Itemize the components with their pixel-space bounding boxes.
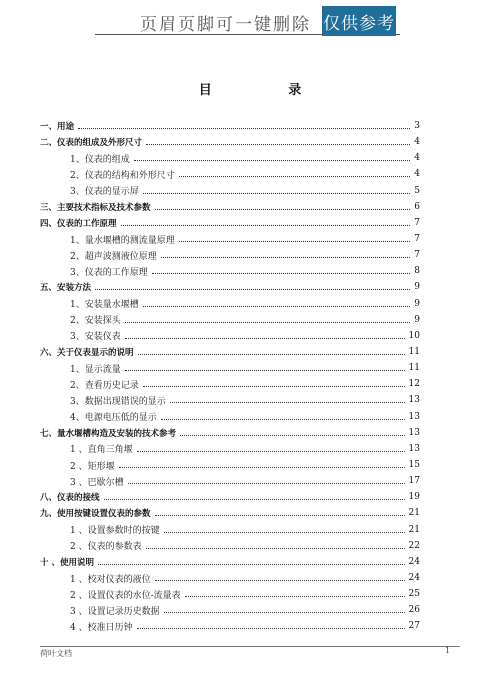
toc-entry-label: 2 、设置仪表的水位-流量表 — [70, 590, 181, 601]
toc-subsection-entry[interactable] — [40, 328, 420, 344]
toc-subsection-entry[interactable] — [40, 296, 420, 312]
toc-leader-dots — [146, 547, 405, 549]
toc-entry-page: 7 — [414, 234, 420, 245]
toc-entry-page: 13 — [408, 427, 420, 438]
toc-leader-dots — [137, 450, 405, 452]
toc-section-entry[interactable] — [40, 489, 420, 505]
toc-subsection-entry[interactable] — [40, 618, 420, 634]
toc-entry-page: 3 — [414, 121, 420, 132]
toc-entry-label: 1、显示流量 — [70, 364, 121, 375]
toc-entry-page: 21 — [408, 508, 420, 519]
toc-leader-dots — [143, 305, 411, 307]
toc-entry-label: 3 、巴歇尔槽 — [70, 477, 124, 488]
toc-entry-label: 一、用途 — [40, 122, 75, 133]
toc-subsection-entry[interactable] — [40, 360, 420, 376]
toc-entry-label: 2、仪表的结构和外形尺寸 — [70, 170, 175, 181]
toc-entry-label: 4 、校准日历钟 — [70, 622, 133, 633]
toc-entry-page: 6 — [414, 201, 420, 212]
toc-entry-page: 25 — [408, 589, 420, 600]
toc-entry-page: 12 — [408, 379, 420, 390]
toc-section-entry[interactable] — [40, 279, 420, 295]
toc-leader-dots — [78, 127, 410, 129]
toc-entry-page: 26 — [408, 605, 420, 616]
toc-entry-label: 3、仪表的工作原理 — [70, 267, 148, 278]
toc-leader-dots — [185, 595, 405, 597]
toc-leader-dots — [155, 514, 405, 516]
toc-entry-label: 四、仪表的工作原理 — [40, 218, 117, 229]
toc-section-entry[interactable] — [40, 344, 420, 360]
toc-leader-dots — [155, 579, 405, 581]
toc-subsection-entry[interactable] — [40, 376, 420, 392]
toc-leader-dots — [179, 240, 411, 242]
toc-entry-label: 八、仪表的接线 — [40, 493, 100, 504]
toc-subsection-entry[interactable] — [40, 473, 420, 489]
toc-leader-dots — [128, 482, 405, 484]
toc-subsection-entry[interactable] — [40, 409, 420, 425]
toc-leader-dots — [179, 175, 411, 177]
table-of-contents — [40, 118, 420, 635]
toc-leader-dots — [164, 611, 405, 613]
toc-leader-dots — [155, 208, 411, 210]
toc-title — [0, 79, 500, 98]
toc-leader-dots — [125, 321, 411, 323]
toc-subsection-entry[interactable] — [40, 263, 420, 279]
toc-entry-label: 3、仪表的显示屏 — [70, 187, 139, 198]
toc-entry-page: 10 — [408, 330, 420, 341]
toc-subsection-entry[interactable] — [40, 441, 420, 457]
toc-section-entry[interactable] — [40, 505, 420, 521]
toc-title-char: 录 — [288, 83, 302, 98]
toc-entry-page: 5 — [414, 185, 420, 196]
toc-entry-page: 7 — [414, 217, 420, 228]
toc-leader-dots — [164, 531, 405, 533]
toc-subsection-entry[interactable] — [40, 183, 420, 199]
toc-entry-label: 三、主要技术指标及技术参数 — [40, 202, 151, 213]
toc-subsection-entry[interactable] — [40, 392, 420, 408]
toc-leader-dots — [143, 192, 411, 194]
toc-entry-page: 22 — [408, 540, 420, 551]
toc-subsection-entry[interactable] — [40, 150, 420, 166]
toc-leader-dots — [180, 434, 405, 436]
toc-entry-page: 4 — [414, 169, 420, 180]
toc-subsection-entry[interactable] — [40, 538, 420, 554]
toc-title-char: 目 — [198, 83, 212, 98]
reference-badge: 仅供参考 — [322, 6, 396, 36]
toc-entry-page: 11 — [408, 347, 420, 358]
toc-entry-page: 8 — [414, 266, 420, 277]
toc-subsection-entry[interactable] — [40, 602, 420, 618]
toc-entry-label: 二、仪表的组成及外形尺寸 — [40, 138, 143, 149]
toc-entry-label: 3、数据出现错误的显示 — [70, 396, 166, 407]
toc-entry-label: 2 、矩形堰 — [70, 461, 115, 472]
toc-subsection-entry[interactable] — [40, 247, 420, 263]
toc-entry-page: 4 — [414, 153, 420, 164]
toc-leader-dots — [125, 337, 405, 339]
toc-entry-page: 9 — [414, 282, 420, 293]
toc-entry-page: 15 — [408, 460, 420, 471]
toc-section-entry[interactable] — [40, 215, 420, 231]
toc-entry-page: 11 — [408, 363, 420, 374]
toc-leader-dots — [161, 418, 405, 420]
toc-subsection-entry[interactable] — [40, 522, 420, 538]
toc-entry-label: 4、电源电压低的显示 — [70, 413, 157, 424]
toc-subsection-entry[interactable] — [40, 586, 420, 602]
toc-entry-label: 1 、设置参数时的按键 — [70, 526, 160, 537]
toc-entry-page: 13 — [408, 395, 420, 406]
toc-leader-dots — [95, 288, 410, 290]
toc-entry-label: 七、量水堰槽构造及安装的技术参考 — [40, 428, 177, 439]
toc-entry-page: 4 — [414, 137, 420, 148]
toc-section-entry[interactable] — [40, 554, 420, 570]
toc-entry-page: 7 — [414, 250, 420, 261]
toc-entry-page: 9 — [414, 298, 420, 309]
toc-section-entry[interactable] — [40, 134, 420, 150]
toc-leader-dots — [98, 563, 405, 565]
toc-leader-dots — [104, 498, 405, 500]
toc-leader-dots — [134, 159, 411, 161]
toc-leader-dots — [125, 369, 405, 371]
toc-leader-dots — [121, 224, 411, 226]
toc-entry-label: 1 、直角三角堰 — [70, 445, 133, 456]
toc-leader-dots — [119, 466, 405, 468]
toc-entry-label: 2、查看历史记录 — [70, 380, 139, 391]
header-text: 页眉页脚可一键删除 — [140, 15, 311, 35]
toc-subsection-entry[interactable] — [40, 312, 420, 328]
toc-entry-label: 十 、使用说明 — [40, 557, 94, 568]
toc-leader-dots — [137, 627, 405, 629]
toc-entry-page: 13 — [408, 443, 420, 454]
toc-leader-dots — [170, 401, 405, 403]
toc-entry-page: 19 — [408, 492, 420, 503]
toc-subsection-entry[interactable] — [40, 231, 420, 247]
footer-rule — [40, 646, 460, 647]
toc-leader-dots — [161, 256, 411, 258]
toc-leader-dots — [143, 385, 405, 387]
toc-subsection-entry[interactable] — [40, 166, 420, 182]
toc-section-entry[interactable] — [40, 118, 420, 134]
toc-entry-label: 六、关于仪表显示的说明 — [40, 348, 134, 359]
footer-text: 荷叶文档 — [40, 649, 72, 658]
toc-leader-dots — [138, 353, 405, 355]
toc-entry-page: 24 — [408, 556, 420, 567]
toc-section-entry[interactable] — [40, 425, 420, 441]
toc-entry-label: 九、使用按键设置仪表的参数 — [40, 509, 151, 520]
toc-leader-dots — [152, 272, 411, 274]
toc-entry-page: 17 — [408, 476, 420, 487]
toc-entry-page: 13 — [408, 411, 420, 422]
toc-entry-label: 1、安装量水堰槽 — [70, 300, 139, 311]
toc-section-entry[interactable] — [40, 199, 420, 215]
toc-entry-page: 9 — [414, 314, 420, 325]
page-number: 1 — [445, 646, 451, 655]
toc-entry-page: 24 — [408, 573, 420, 583]
toc-entry-label: 1、仪表的组成 — [70, 154, 130, 165]
toc-entry-label: 2 、仪表的参数表 — [70, 542, 142, 553]
toc-subsection-entry[interactable] — [40, 570, 420, 586]
toc-subsection-entry[interactable] — [40, 457, 420, 473]
toc-entry-label: 3 、设置记录历史数据 — [70, 606, 160, 617]
toc-entry-label: 2、超声波测液位原理 — [70, 251, 157, 262]
toc-entry-label: 五、安装方法 — [40, 283, 92, 294]
toc-entry-label: 1、量水堰槽的测流量原理 — [70, 235, 175, 246]
toc-entry-page: 21 — [408, 524, 420, 535]
toc-entry-label: 3、安装仪表 — [70, 332, 121, 343]
toc-entry-label: 2、安装探头 — [70, 316, 121, 327]
toc-entry-label: 1 、校对仪表的液位 — [70, 574, 151, 585]
toc-leader-dots — [146, 143, 410, 145]
toc-entry-page: 27 — [408, 621, 420, 632]
